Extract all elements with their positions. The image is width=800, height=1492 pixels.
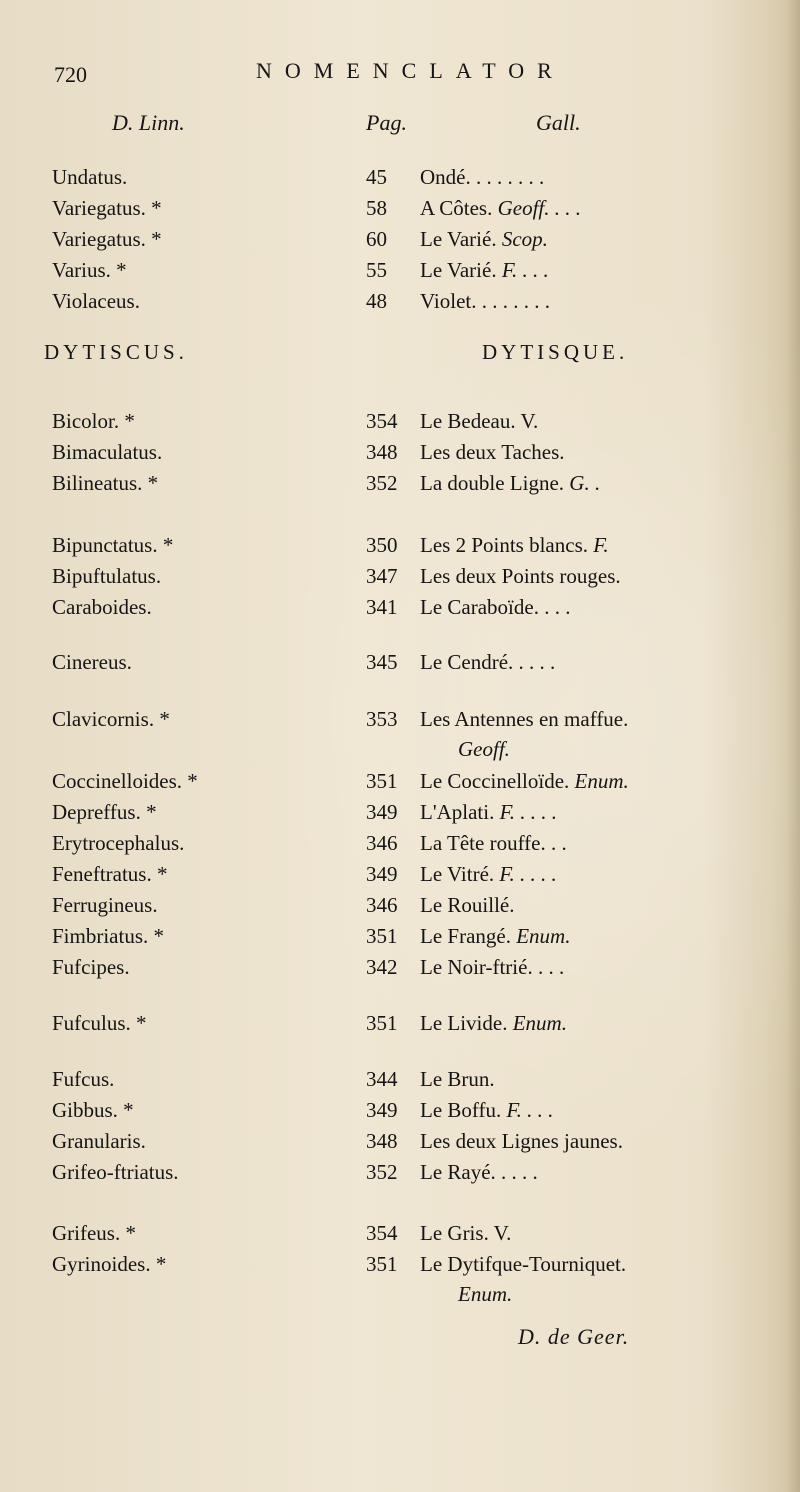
page-ref: 342 (366, 955, 398, 979)
list-item (0, 255, 800, 285)
latin-name: Fufcus. (52, 1067, 115, 1091)
footer-note: D. de Geer. (518, 1324, 630, 1349)
latin-name: Gibbus. * (52, 1098, 134, 1122)
french-name: L'Aplati. F. . . . . (420, 800, 557, 824)
col-head-gall: Gall. (536, 110, 581, 135)
page-ref: 48 (366, 289, 387, 313)
list-item (0, 1008, 800, 1038)
latin-name: Bicolor. * (52, 409, 135, 433)
latin-name: Bimaculatus. (52, 440, 163, 464)
french-name: Le Livide. Enum. (420, 1011, 567, 1035)
french-name: Le Caraboïde. . . . (420, 595, 571, 619)
french-name: Le Varié. Scop. (420, 227, 548, 251)
page-ref: 349 (366, 1098, 398, 1122)
list-item (0, 1218, 800, 1248)
page-number: 720 (54, 62, 87, 87)
french-name: Les Antennes en maffue. (420, 707, 629, 731)
french-name: Ondé. . . . . . . . (420, 165, 545, 189)
french-name: Les deux Lignes jaunes. (420, 1129, 623, 1153)
latin-name: Grifeus. * (52, 1221, 136, 1245)
page-ref: 346 (366, 831, 398, 855)
list-item (0, 530, 800, 560)
page-ref: 346 (366, 893, 398, 917)
list-item (0, 193, 800, 223)
page-ref: 60 (366, 227, 387, 251)
page-ref: 352 (366, 471, 398, 495)
latin-name: Cinereus. (52, 650, 132, 674)
page-ref: 351 (366, 924, 398, 948)
french-name: Les deux Taches. (420, 440, 565, 464)
french-name: Le Noir-ftrié. . . . (420, 955, 565, 979)
latin-name: Fufcipes. (52, 955, 130, 979)
latin-name: Variegatus. * (52, 196, 162, 220)
section-latin: DYTISCUS. (44, 340, 188, 364)
page-ref: 349 (366, 800, 398, 824)
french-name-continued: Geoff. (458, 737, 510, 761)
latin-name: Variegatus. * (52, 227, 162, 251)
list-item (0, 704, 800, 761)
list-item (0, 437, 800, 467)
french-name: Violet. . . . . . . . (420, 289, 550, 313)
latin-name: Caraboides. (52, 595, 152, 619)
list-item (0, 647, 800, 677)
french-name: La Tête rouffe. . . (420, 831, 567, 855)
latin-name: Granularis. (52, 1129, 146, 1153)
latin-name: Bipuftulatus. (52, 564, 162, 588)
french-name: Le Bedeau. V. (420, 409, 539, 433)
list-item (0, 828, 800, 858)
list-item (0, 1095, 800, 1125)
french-name: Les 2 Points blancs. F. (420, 533, 609, 557)
page-ref: 344 (366, 1067, 398, 1091)
latin-name: Gyrinoides. * (52, 1252, 167, 1276)
french-name: Le Boffu. F. . . . (420, 1098, 554, 1122)
french-name: Le Rayé. . . . . (420, 1160, 538, 1184)
latin-name: Coccinelloides. * (52, 769, 198, 793)
section-heading (0, 340, 800, 374)
list-item (0, 859, 800, 889)
latin-name: Erytrocephalus. (52, 831, 185, 855)
page-ref: 347 (366, 564, 398, 588)
latin-name: Violaceus. (52, 289, 140, 313)
page-ref: 348 (366, 1129, 398, 1153)
page-ref: 354 (366, 409, 398, 433)
latin-name: Grifeo-ftriatus. (52, 1160, 179, 1184)
french-name: Le Varié. F. . . . (420, 258, 549, 282)
col-head-pag: Pag. (366, 110, 407, 135)
french-name: La double Ligne. G. . (420, 471, 601, 495)
page-ref: 351 (366, 1011, 398, 1035)
list-item (0, 921, 800, 951)
latin-name: Ferrugineus. (52, 893, 158, 917)
section-french: DYTISQUE. (482, 340, 629, 364)
list-item (0, 406, 800, 436)
page-ref: 350 (366, 533, 398, 557)
page-ref: 351 (366, 769, 398, 793)
page-ref: 348 (366, 440, 398, 464)
list-item (0, 890, 800, 920)
list-item (0, 1126, 800, 1156)
latin-name: Fufculus. * (52, 1011, 147, 1035)
list-item (0, 952, 800, 982)
col-head-linn: D. Linn. (112, 110, 185, 135)
running-title: NOMENCLATOR (256, 58, 565, 83)
french-name: Le Vitré. F. . . . . (420, 862, 557, 886)
french-name: Les deux Points rouges. (420, 564, 621, 588)
latin-name: Depreffus. * (52, 800, 157, 824)
latin-name: Varius. * (52, 258, 127, 282)
page-ref: 354 (366, 1221, 398, 1245)
french-name: A Côtes. Geoff. . . . (420, 196, 581, 220)
list-item (0, 162, 800, 192)
latin-name: Fimbriatus. * (52, 924, 165, 948)
page-ref: 45 (366, 165, 387, 189)
column-headers (0, 110, 800, 144)
list-item (0, 468, 800, 498)
page-ref: 341 (366, 595, 398, 619)
french-name: Le Cendré. . . . . (420, 650, 556, 674)
latin-name: Feneftratus. * (52, 862, 168, 886)
page-header (40, 56, 780, 96)
page-ref: 349 (366, 862, 398, 886)
french-name: Le Dytifque-Tourniquet. (420, 1252, 627, 1276)
list-item (0, 797, 800, 827)
french-name: Le Gris. V. (420, 1221, 512, 1245)
french-name: Le Frangé. Enum. (420, 924, 571, 948)
page-ref: 352 (366, 1160, 398, 1184)
list-item (0, 1064, 800, 1094)
page-ref: 345 (366, 650, 398, 674)
french-name: Le Coccinelloïde. Enum. (420, 769, 629, 793)
french-name-continued: Enum. (458, 1282, 513, 1306)
list-item (0, 766, 800, 796)
latin-name: Bilineatus. * (52, 471, 159, 495)
list-item (0, 1157, 800, 1187)
list-item (0, 561, 800, 591)
latin-name: Clavicornis. * (52, 707, 170, 731)
latin-name: Undatus. (52, 165, 128, 189)
page-ref: 58 (366, 196, 387, 220)
page-ref: 351 (366, 1252, 398, 1276)
list-item (0, 224, 800, 254)
list-item (0, 592, 800, 622)
page-ref: 55 (366, 258, 387, 282)
french-name: Le Brun. (420, 1067, 495, 1091)
list-item (0, 1249, 800, 1306)
latin-name: Bipunctatus. * (52, 533, 174, 557)
page-ref: 353 (366, 707, 398, 731)
french-name: Le Rouillé. (420, 893, 515, 917)
list-item (0, 286, 800, 316)
